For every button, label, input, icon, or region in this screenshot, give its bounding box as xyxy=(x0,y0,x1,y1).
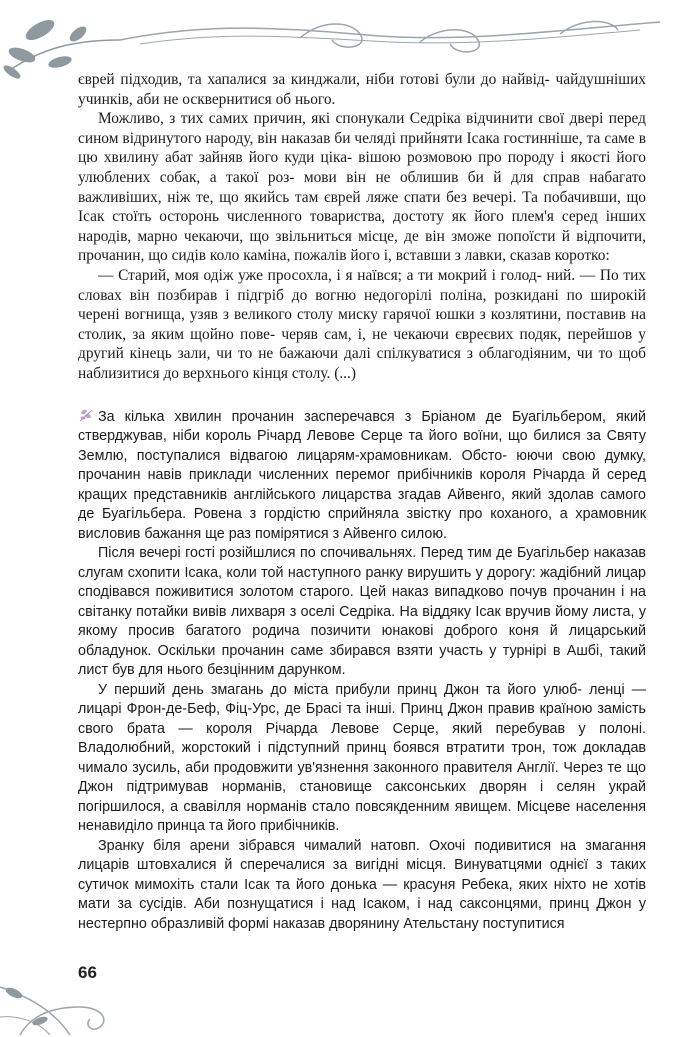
summary-paragraph-1 xyxy=(78,408,646,545)
summary-paragraph-1-text: За кілька хвилин прочанин засперечався з Бріаном де Буагільбером, який стверджував, ніби король Річард Левове Серце та його воїни, що билися за Святу Землю, поступалися відвагою лицарям-храмовникам. Обсто- юючи свою думку, прочанин навів приклади численних перемог прибічників короля Річарда й серед кращих представників англійського лицарства згадав Айвенго, який здолав самого де Буагільбера. Ровена з гордістю сприйняла звістку про коханого, а храмовник висловив бажання ще раз помірятися з Айвенго силою. xyxy=(78,408,646,542)
novel-excerpt xyxy=(78,70,646,384)
flower-marker-icon xyxy=(78,408,94,422)
story-paragraph-2: Можливо, з тих самих причин, які спонукали Седріка відчинити свої двері перед сином відринутого народу, він наказав би челяді прийняти Ісака гостинніше, та саме в цю хвилину абат зайняв його куди ціка- вішою розмовою про породу і якості його улюблених собак, а такої роз- мови він не облишив би й для справ набагато важливіших, ніж те, що якийсь там єврей ляже спати без вечері. Та побачивши, що Ісак стоїть осторонь численного товариства, достоту як його плем'я серед інших народів, марно чекаючи, що звільниться місце, де він зможе попоїсти й відпочити, прочанин, що сидів коло каміна, пожалів його і, вставши з лавки, сказав коротко: xyxy=(78,110,646,265)
page-content xyxy=(78,70,646,934)
footer-ornament xyxy=(0,947,130,1037)
page-number: 66 xyxy=(78,963,97,982)
summary-paragraph-3: У перший день змагань до міста прибули принц Джон та його улюб- ленці — лицарі Фрон-де-Беф, Фіц-Урс, де Брасі та інші. Принц Джон правив країною замість свого брата — короля Річарда Левове Серце, який перебував у полоні. Владолюбний, жорстокий і підступний принц боявся втратити трон, тож докладав чимало зусиль, аби продовжити ув'язнення законного правителя Англії. Через те що Джон підтримував норманів, становище саксонських дворян і селян украй погіршилося, а свавілля норманів стало повсякденним явищем. Місцеве населення ненавиділо принца та його прибічників. xyxy=(78,681,646,834)
header-ornament xyxy=(0,0,700,80)
retelling-section xyxy=(78,408,646,935)
summary-paragraph-4: Зранку біля арени зібрався чималий натовп. Охочі подивитися на змагання лицарів штовхалися й сперечалися за вигідні місця. Винуватцями однієї з таких сутичок мимохіть стали Ісак та його донька — красуня Ребека, яких ніхто не хотів мати за сусідів. Аби познущатися і над Ісаком, і над саксонцями, принц Джон у нестерпно образливій формі наказав дворянину Ательстану поступитися xyxy=(78,837,646,932)
summary-paragraph-2: Після вечері гості розійшлися по спочивальнях. Перед тим де Буагільбер наказав слугам схопити Ісака, коли той наступного ранку вирушить у дорогу: жадібний лицар сподівався поживитися золотом старого. Цей наказ випадково почув прочанин і на світанку потайки вивів лихваря з оселі Седріка. На віддяку Ісак вручив йому листа, у якому просив багатого родича позичити юнакові доброго коня й лицарський обладунок. Оскільки прочанин саме збирався взяти участь у турнірі в Ашбі, такий лист був для нього безцінним дарунком. xyxy=(78,545,646,678)
story-paragraph-3: — Старий, моя одіж уже просохла, і я наївся; а ти мокрий і голод- ний. — По тих словах він позбирав і підгріб до вогню недогорілі поліна, розкидані по широкій черені вогнища, узяв з великого столу миску гарячої юшки з козлятини, поставив на столик, за яким щойно пове- черяв сам, і, не чекаючи євреєвих подяк, перейшов у другий кінець зали, чи то не бажаючи далі спілкуватися з облагодіяним, чи то щоб наблизитися до верхнього кінця столу. (...) xyxy=(78,266,646,382)
story-paragraph-1: єврей підходив, та хапалися за кинджали, ніби готові були до найвід- чайдушніших учинків, аби не осквернитися об нього. xyxy=(78,71,646,108)
